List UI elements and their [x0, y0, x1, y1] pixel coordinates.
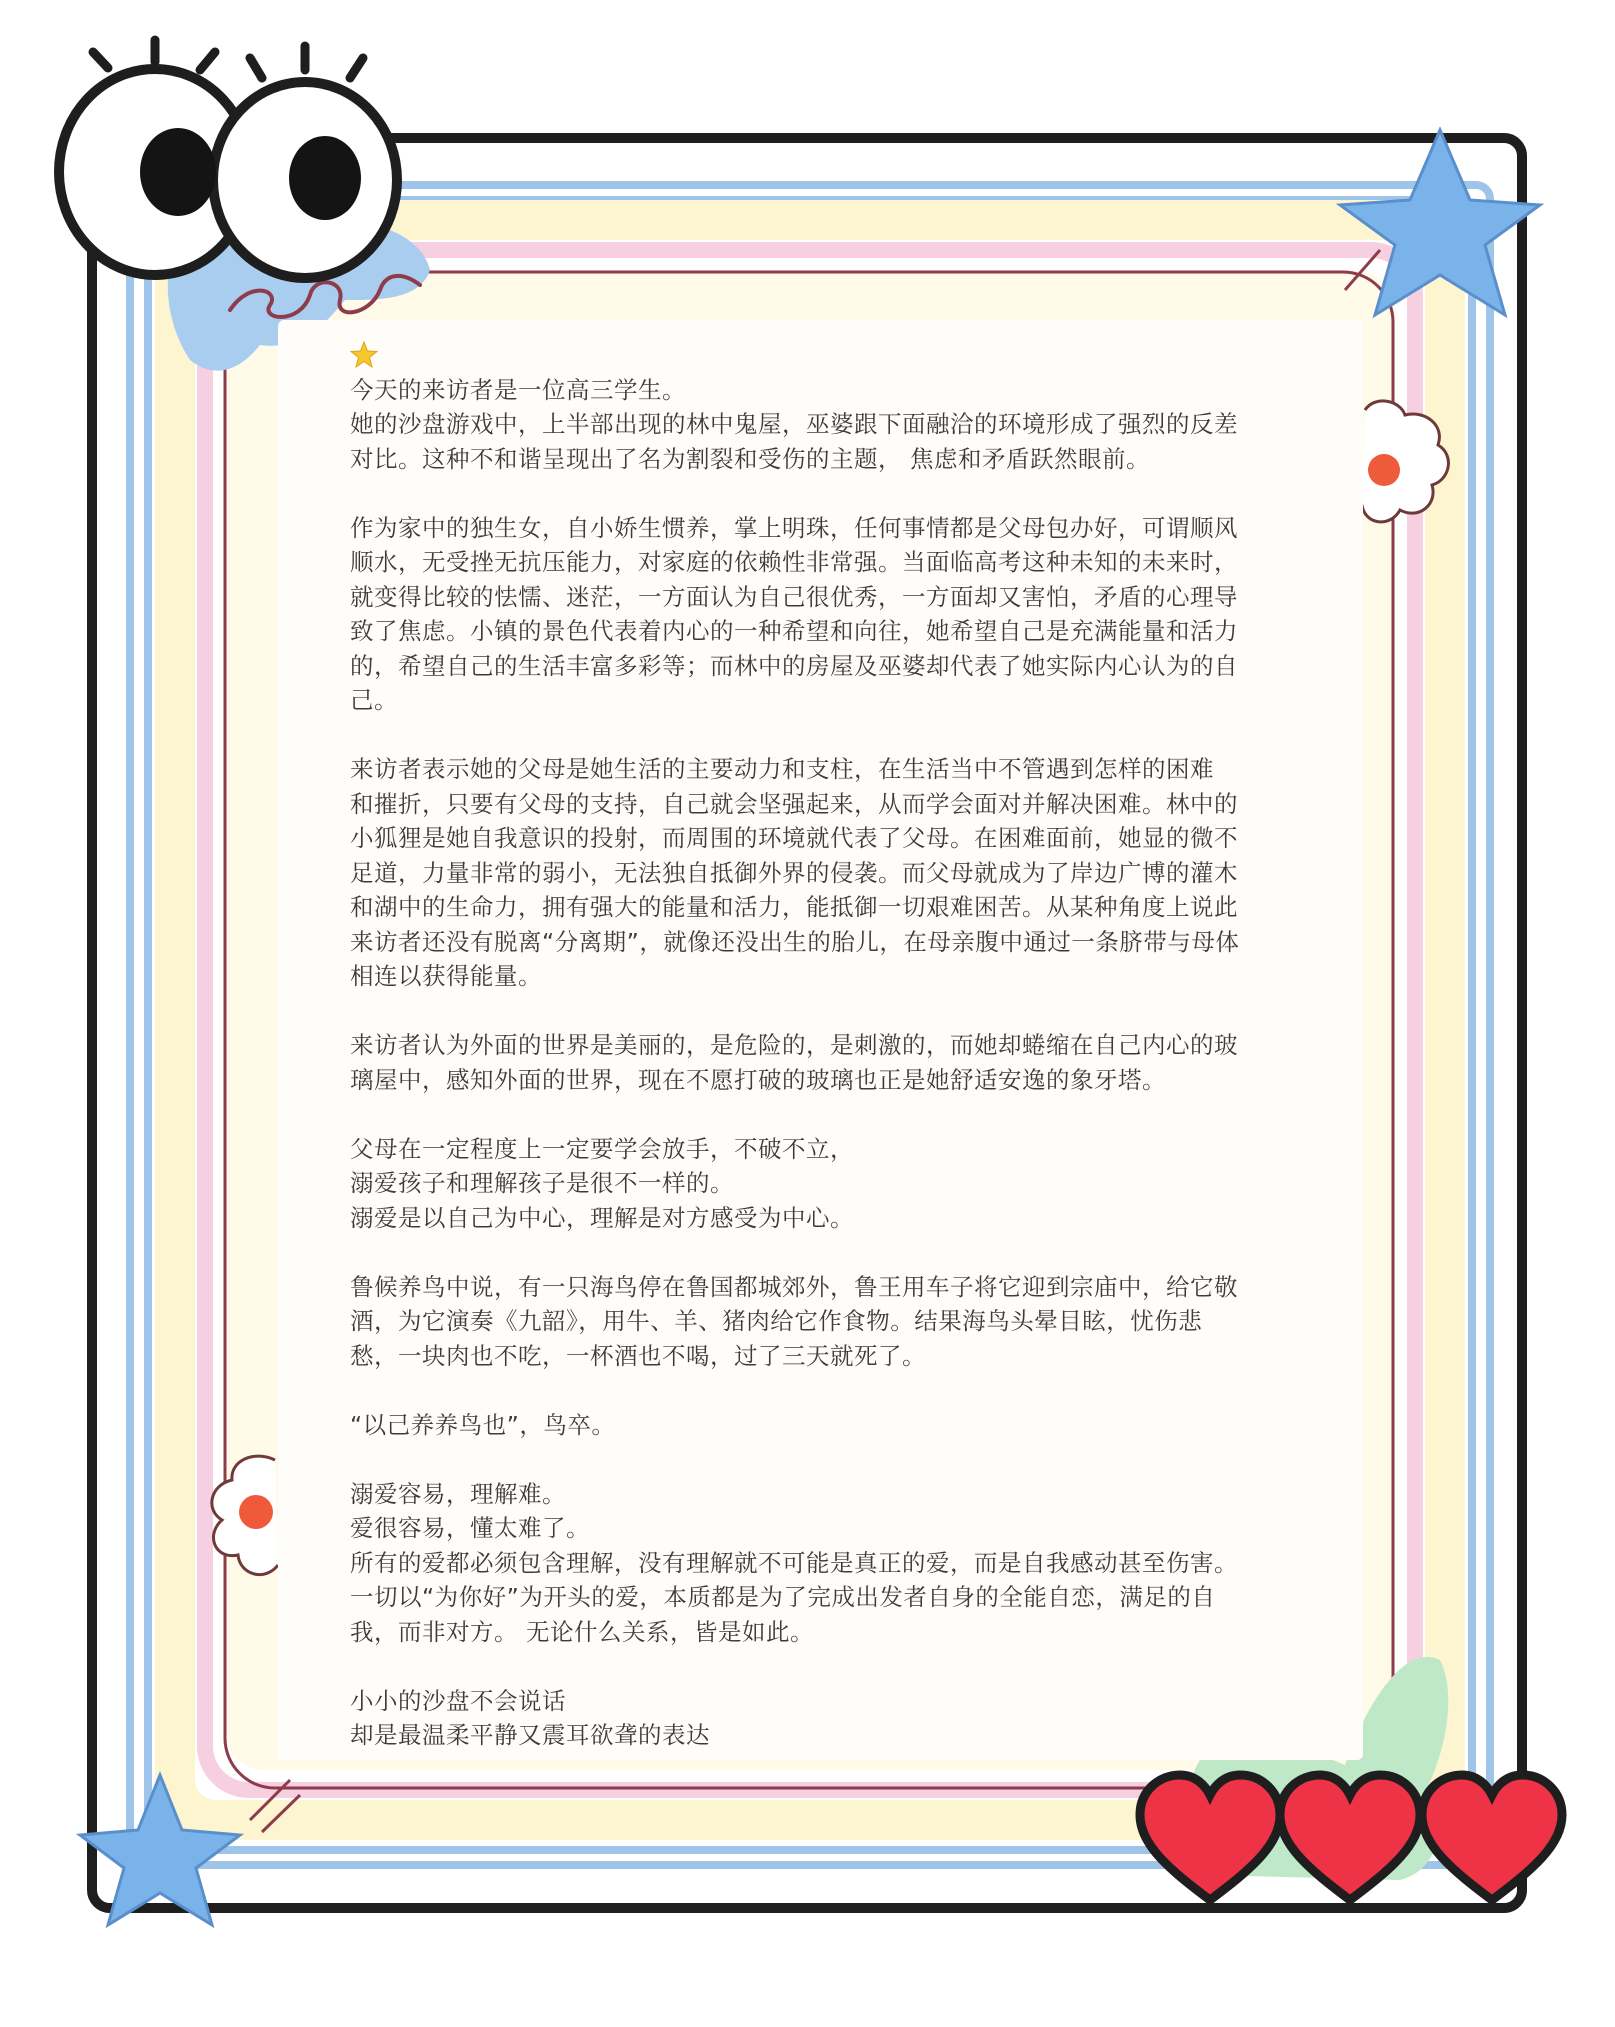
- text-line: 来访者还没有脱离“分离期”，就像还没出生的胎儿，在母亲腹中通过一条脐带与母体: [350, 927, 1240, 956]
- paragraph-gap: [350, 476, 1280, 511]
- paragraph: [350, 752, 1280, 994]
- text-line: 溺爱容易，理解难。: [350, 1479, 566, 1508]
- text-line: 酒，为它演奏《九韶》，用牛、羊、猪肉给它作食物。结果海鸟头晕目眩，忧伤悲: [350, 1307, 1203, 1335]
- text-line: 愁，一块肉也不吃，一杯酒也不喝，过了三天就死了。: [350, 1341, 926, 1370]
- text-line: 璃屋中，感知外面的世界，现在不愿打破的玻璃也正是她舒适安逸的象牙塔。: [350, 1065, 1166, 1094]
- paragraph: [350, 1477, 1280, 1650]
- text-line: 却是最温柔平静又震耳欲聋的表达: [350, 1721, 710, 1749]
- text-line: 我，而非对方。 无论什么关系，皆是如此。: [350, 1617, 814, 1646]
- text-line: 鲁候养鸟中说，有一只海鸟停在鲁国都城郊外，鲁王用车子将它迎到宗庙中，给它敬: [350, 1272, 1238, 1301]
- paragraph-gap: [350, 994, 1280, 1029]
- text-line: “以己养养鸟也”，鸟卒。: [350, 1410, 616, 1439]
- text-line: 来访者表示她的父母是她生活的主要动力和支柱，在生活当中不管遇到怎样的困难: [350, 755, 1214, 783]
- paragraph: [350, 1408, 1280, 1443]
- paragraph-gap: [350, 1235, 1280, 1270]
- text-line: 来访者认为外面的世界是美丽的，是危险的，是刺激的，而她却蜷缩在自己内心的玻: [350, 1031, 1238, 1059]
- paragraph: [350, 373, 1280, 477]
- text-line: 溺爱孩子和理解孩子是很不一样的。: [350, 1169, 734, 1197]
- paragraph-container: [350, 373, 1280, 1753]
- text-line: 顺水，无受挫无抗压能力，对家庭的依赖性非常强。当面临高考这种未知的未来时，: [350, 548, 1238, 576]
- text-line: 小小的沙盘不会说话: [350, 1686, 566, 1715]
- text-line: 一切以“为你好”为开头的爱，本质都是为了完成出发者自身的全能自恋，满足的自: [350, 1583, 1216, 1611]
- cartoon-eyes-icon: [59, 40, 397, 278]
- paragraph: [350, 1028, 1280, 1097]
- text-line: 作为家中的独生女，自小娇生惯养，掌上明珠，任何事情都是父母包办好，可谓顺风: [350, 513, 1238, 542]
- paragraph-gap: [350, 1649, 1280, 1684]
- star-emoji-icon: [350, 338, 1280, 373]
- paragraph: [350, 1270, 1280, 1374]
- paragraph: [350, 1684, 1280, 1753]
- text-line: 对比。这种不和谐呈现出了名为割裂和受伤的主题， 焦虑和矛盾跃然眼前。: [350, 444, 1150, 473]
- text-line: 父母在一定程度上一定要学会放手，不破不立，: [350, 1134, 854, 1163]
- text-line: 和摧折，只要有父母的支持，自己就会坚强起来，从而学会面对并解决困难。林中的: [350, 789, 1238, 818]
- text-line: 相连以获得能量。: [350, 962, 542, 990]
- text-line: 所有的爱都必须包含理解，没有理解就不可能是真正的爱，而是自我感动甚至伤害。: [350, 1548, 1238, 1577]
- text-line: 的，希望自己的生活丰富多彩等；而林中的房屋及巫婆却代表了她实际内心认为的自: [350, 651, 1238, 680]
- text-line: 就变得比较的怯懦、迷茫，一方面认为自己很优秀，一方面却又害怕，矛盾的心理导: [350, 582, 1238, 611]
- paragraph-gap: [350, 1373, 1280, 1408]
- text-line: 她的沙盘游戏中，上半部出现的林中鬼屋，巫婆跟下面融洽的环境形成了强烈的反差: [350, 410, 1238, 438]
- paragraph-gap: [350, 1097, 1280, 1132]
- paragraph: [350, 1132, 1280, 1236]
- text-line: 爱很容易，懂太难了。: [350, 1514, 590, 1542]
- text-line: 足道，力量非常的弱小，无法独自抵御外界的侵袭。而父母就成为了岸边广博的灌木: [350, 858, 1238, 887]
- text-line: 溺爱是以自己为中心，理解是对方感受为中心。: [350, 1203, 854, 1232]
- article-text: [350, 338, 1280, 1753]
- text-line: 致了焦虑。小镇的景色代表着内心的一种希望和向往，她希望自己是充满能量和活力: [350, 617, 1238, 645]
- text-line: 己。: [350, 686, 398, 714]
- text-line: 今天的来访者是一位高三学生。: [350, 375, 686, 404]
- text-line: 和湖中的生命力，拥有强大的能量和活力，能抵御一切艰难困苦。从某种角度上说此: [350, 893, 1238, 921]
- text-line: 小狐狸是她自我意识的投射，而周围的环境就代表了父母。在困难面前，她显的微不: [350, 824, 1238, 852]
- paragraph-gap: [350, 1442, 1280, 1477]
- paragraph-gap: [350, 718, 1280, 753]
- paragraph: [350, 511, 1280, 718]
